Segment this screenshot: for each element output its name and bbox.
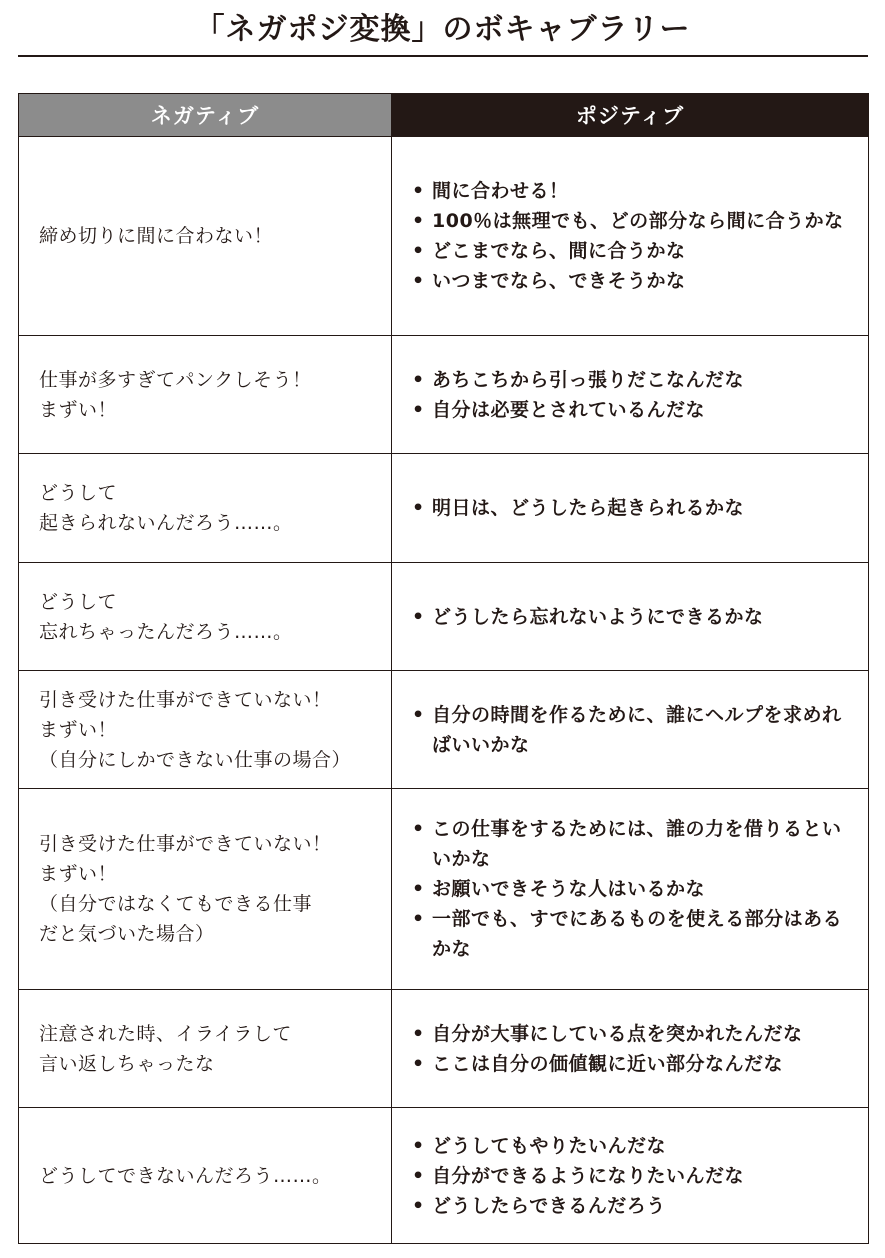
bullet-icon: • bbox=[412, 878, 425, 900]
negative-cell bbox=[19, 563, 392, 671]
bullet-icon: • bbox=[412, 1022, 425, 1045]
bullet-icon: • bbox=[412, 605, 425, 628]
positive-list-item bbox=[412, 365, 854, 395]
positive-text: 100％は無理でも、どの部分なら間に合うかな bbox=[432, 210, 844, 232]
table-row bbox=[19, 1108, 869, 1244]
negative-cell bbox=[19, 789, 392, 990]
positive-text: 間に合わせる！ bbox=[432, 180, 569, 202]
bullet-icon: • bbox=[412, 497, 425, 519]
table-header-row bbox=[19, 94, 869, 137]
negative-cell bbox=[19, 990, 392, 1108]
bullet-icon: • bbox=[412, 398, 425, 421]
bullet-icon: • bbox=[412, 240, 425, 262]
negative-cell bbox=[19, 1108, 392, 1244]
positive-list-item bbox=[412, 904, 854, 964]
negative-cell bbox=[19, 671, 392, 789]
negative-text-line: 引き受けた仕事ができていない！ bbox=[39, 833, 332, 855]
negative-text-line: 言い返しちゃったな bbox=[39, 1052, 215, 1075]
positive-list-item bbox=[412, 1019, 854, 1049]
positive-list-item bbox=[412, 1191, 854, 1221]
positive-list bbox=[412, 602, 854, 632]
positive-text: どうしたらできるんだろう bbox=[432, 1194, 666, 1217]
positive-list-item bbox=[412, 602, 854, 632]
negative-text-line: （自分ではなくてもできる仕事 bbox=[39, 893, 313, 915]
page-title: 「ネガポジ変換」のボキャブラリー bbox=[194, 12, 691, 47]
positive-cell bbox=[392, 671, 869, 789]
positive-list bbox=[412, 814, 854, 964]
table-row bbox=[19, 990, 869, 1108]
positive-text: ここは自分の価値観に近い部分なんだな bbox=[432, 1052, 784, 1075]
negative-text-line: 起きられないんだろう……。 bbox=[39, 512, 293, 534]
vocabulary-table bbox=[18, 93, 869, 1244]
bullet-icon: • bbox=[412, 908, 425, 930]
table-row bbox=[19, 789, 869, 990]
positive-text: 自分は必要とされているんだな bbox=[432, 398, 706, 421]
positive-list bbox=[412, 493, 854, 523]
table-row bbox=[19, 454, 869, 563]
positive-cell bbox=[392, 990, 869, 1108]
positive-cell bbox=[392, 1108, 869, 1244]
positive-cell bbox=[392, 137, 869, 336]
bullet-icon: • bbox=[412, 818, 425, 840]
positive-text: いつまでなら、できそうかな bbox=[432, 270, 686, 292]
negative-text-line: 注意された時、イライラして bbox=[39, 1022, 292, 1045]
negative-cell bbox=[19, 454, 392, 563]
table-row bbox=[19, 336, 869, 454]
positive-cell bbox=[392, 563, 869, 671]
negative-text-line: まずい！ bbox=[39, 398, 118, 421]
negative-cell bbox=[19, 336, 392, 454]
positive-text: 自分ができるようになりたいんだな bbox=[432, 1164, 745, 1187]
positive-text: この仕事をするためには、誰の力を借りるといいかな bbox=[432, 818, 842, 870]
bullet-icon: • bbox=[412, 368, 425, 391]
negative-column-header: ネガティブ bbox=[19, 94, 392, 137]
positive-text: お願いできそうな人はいるかな bbox=[432, 878, 706, 900]
positive-list-item bbox=[412, 266, 854, 296]
negative-text-line: まずい！ bbox=[39, 863, 118, 885]
positive-list bbox=[412, 1019, 854, 1079]
bullet-icon: • bbox=[412, 180, 425, 202]
positive-text: 明日は、どうしたら起きられるかな bbox=[432, 497, 745, 519]
positive-text: 自分の時間を作るために、誰にヘルプを求めればいいかな bbox=[432, 703, 842, 756]
positive-list-item bbox=[412, 1131, 854, 1161]
negative-text-line: （自分にしかできない仕事の場合） bbox=[39, 748, 352, 771]
positive-list-item bbox=[412, 493, 854, 523]
positive-list-item bbox=[412, 236, 854, 266]
negative-cell bbox=[19, 137, 392, 336]
positive-text: 一部でも、すでにあるものを使える部分はあるかな bbox=[432, 908, 843, 960]
negative-text-line: 締め切りに間に合わない！ bbox=[39, 225, 274, 247]
positive-list-item bbox=[412, 1049, 854, 1079]
negative-text-line: 引き受けた仕事ができていない！ bbox=[39, 688, 332, 711]
bullet-icon: • bbox=[412, 1052, 425, 1075]
negative-text-line: どうして bbox=[39, 482, 118, 504]
positive-cell bbox=[392, 789, 869, 990]
negative-text-line: 仕事が多すぎてパンクしそう！ bbox=[39, 368, 312, 391]
positive-text: どこまでなら、間に合うかな bbox=[432, 240, 686, 262]
positive-cell bbox=[392, 336, 869, 454]
bullet-icon: • bbox=[412, 1134, 425, 1157]
positive-text: どうしてもやりたいんだな bbox=[432, 1134, 667, 1157]
table-row bbox=[19, 563, 869, 671]
positive-text: どうしたら忘れないようにできるかな bbox=[432, 605, 764, 628]
negative-text-line: だと気づいた場合） bbox=[39, 923, 215, 945]
positive-column-header: ポジティブ bbox=[392, 94, 869, 137]
bullet-icon: • bbox=[412, 1194, 425, 1217]
positive-list-item bbox=[412, 395, 854, 425]
positive-list-item bbox=[412, 176, 854, 206]
positive-cell bbox=[392, 454, 869, 563]
positive-text: 自分が大事にしている点を突かれたんだな bbox=[432, 1022, 803, 1045]
positive-list-item bbox=[412, 700, 854, 760]
positive-list-item bbox=[412, 206, 854, 236]
positive-list-item bbox=[412, 814, 854, 874]
table-body bbox=[19, 137, 869, 1244]
negative-text-line: 忘れちゃったんだろう……。 bbox=[39, 620, 293, 643]
positive-text: あちこちから引っ張りだこなんだな bbox=[432, 368, 745, 391]
negative-text-line: どうしてできないんだろう……。 bbox=[39, 1164, 332, 1187]
table-row bbox=[19, 137, 869, 336]
positive-list bbox=[412, 1131, 854, 1221]
table-row bbox=[19, 671, 869, 789]
positive-list-item bbox=[412, 1161, 854, 1191]
bullet-icon: • bbox=[412, 210, 425, 232]
title-divider bbox=[18, 55, 868, 57]
positive-list-item bbox=[412, 874, 854, 904]
bullet-icon: • bbox=[412, 1164, 425, 1187]
negative-text-line: まずい！ bbox=[39, 718, 118, 741]
positive-list bbox=[412, 365, 854, 425]
bullet-icon: • bbox=[412, 270, 425, 292]
negative-text-line: どうして bbox=[39, 590, 118, 613]
positive-list bbox=[412, 176, 854, 296]
positive-list bbox=[412, 700, 854, 760]
bullet-icon: • bbox=[412, 703, 425, 726]
